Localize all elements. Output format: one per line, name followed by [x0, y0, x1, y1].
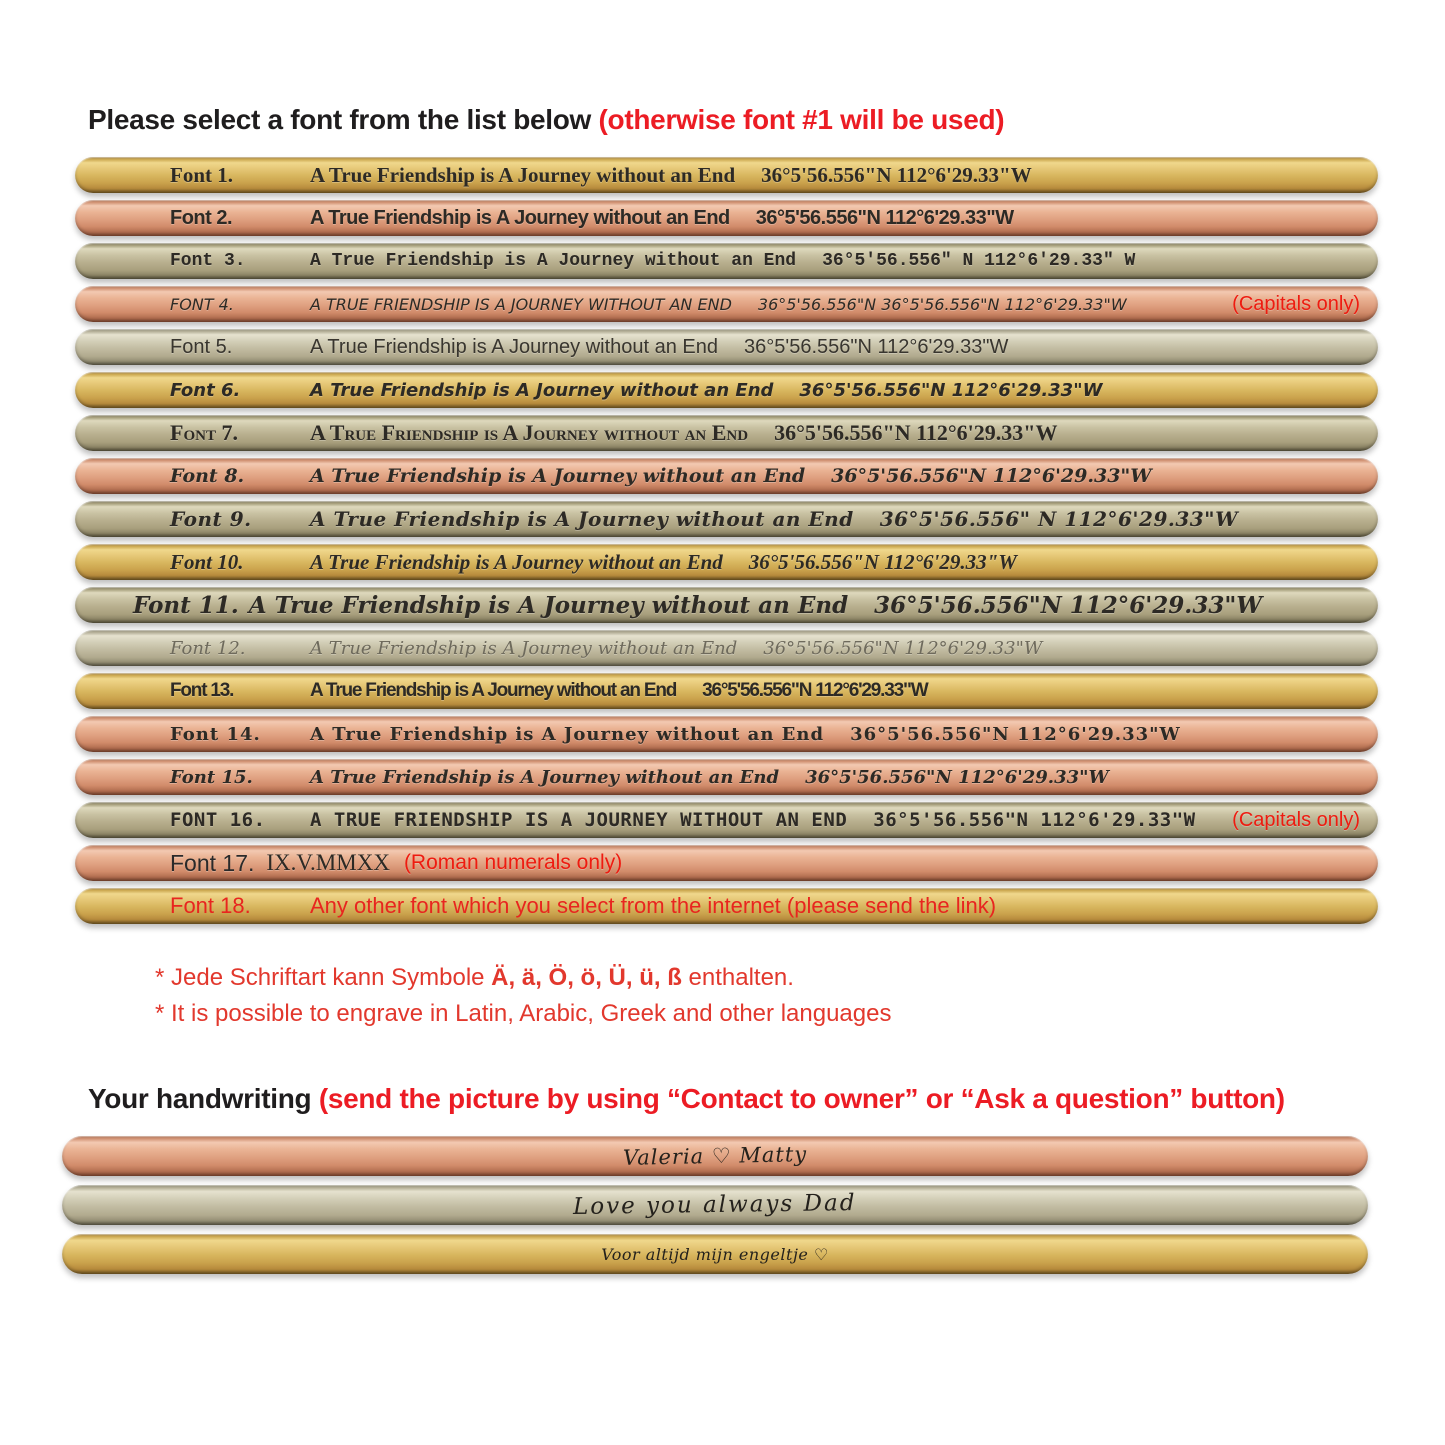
font-bar-2: [75, 200, 1378, 236]
font-sample: A True Friendship is A Journey without an End: [310, 162, 736, 187]
font-label: Font 1.: [170, 162, 233, 187]
font-bar-3: [75, 243, 1378, 279]
handwriting-text: Valeria ♡ Matty: [622, 1142, 808, 1170]
handwriting-title-black: Your handwriting: [88, 1083, 319, 1114]
handwriting-title-red: (send the picture by using “Contact to owner” or “Ask a question” button): [318, 1083, 1285, 1114]
font-sample: A True Friendship is A Journey without an End: [310, 251, 797, 271]
font-sample: A TRUE FRIENDSHIP IS A JOURNEY WITHOUT AN END: [310, 809, 848, 831]
note-german-suffix: enthalten.: [681, 964, 794, 991]
font-sample: A True Friendship is A Journey without an End: [310, 206, 730, 229]
font-sample: Any other font which you select from the internet (please send the link): [310, 893, 997, 918]
font-label: Font 18.: [170, 893, 251, 918]
font-sample: A True Friendship is A Journey without an End: [310, 420, 749, 445]
font-label: Font 15.: [170, 766, 253, 788]
font-bar-5: [75, 329, 1378, 365]
font-label: Font 8.: [170, 465, 245, 487]
handwriting-text: Voor altijd mijn engeltje ♡: [601, 1244, 829, 1264]
font-bar-12: [75, 630, 1378, 666]
font-coords: 36°5'56.556"N 112°6'29.33"W: [744, 335, 1009, 358]
handwriting-title: [88, 1083, 1285, 1115]
font-coords: 36°5'56.556"N 112°6'29.33"W: [873, 809, 1196, 831]
note-german-prefix: * Jede Schriftart kann Symbole: [155, 964, 492, 991]
font-bar-8: [75, 458, 1378, 494]
font-sample: A TRUE FRIENDSHIP IS A JOURNEY WITHOUT AN END: [310, 294, 732, 314]
font-coords: 36°5'56.556"N 112°6'29.33"W: [831, 465, 1152, 487]
font-bar-9: [75, 501, 1378, 537]
font-coords: 36°5'56.556"N 112°6'29.33"W: [805, 766, 1109, 788]
font-bar-16: [75, 802, 1378, 838]
handwriting-bar-1: [62, 1136, 1368, 1176]
font-bar-13: [75, 673, 1378, 709]
font-label: Font 3.: [170, 251, 246, 271]
font-coords: 36°5'56.556"N 112°6'29.33"W: [763, 637, 1043, 659]
font-coords: 36°5'56.556" N 112°6'29.33"W: [879, 507, 1239, 531]
font-sample: A True Friendship is A Journey without an End: [310, 680, 677, 701]
font-bar-18: [75, 888, 1378, 924]
font-bar-4: [75, 286, 1378, 322]
font-bar-14: [75, 716, 1378, 752]
font-label: Font 7.: [170, 420, 238, 445]
font-label: FONT 16.: [170, 809, 266, 831]
handwriting-text: Love you always Dad: [573, 1190, 857, 1220]
font-sample: A True Friendship is A Journey without an End: [310, 335, 719, 358]
page-title-black: Please select a font from the list below: [88, 104, 599, 135]
font-label: Font 17.: [170, 849, 255, 876]
font-sample: IX.V.MMXX: [266, 850, 390, 875]
font-coords: 36°5'56.556"N 112°6'29.33"W: [799, 379, 1103, 401]
font-sample: A True Friendship is A Journey without an End: [310, 766, 780, 788]
font-sample: A True Friendship is A Journey without an End: [310, 465, 806, 487]
note-english: * It is possible to engrave in Latin, Arabic, Greek and other languages: [155, 1000, 892, 1027]
font-roman-note: (Roman numerals only): [403, 851, 623, 874]
font-coords: 36°5'56.556"N 112°6'29.33"W: [755, 206, 1014, 229]
font-sample: A True Friendship is A Journey without an End: [310, 637, 738, 659]
font-label: Font 5.: [170, 335, 233, 358]
font-coords: 36°5'56.556"N 112°6'29.33"W: [774, 420, 1058, 445]
font-label: FONT 4.: [170, 294, 234, 314]
font-sample: A True Friendship is A Journey without an End: [248, 591, 849, 619]
font-coords: 36°5'56.556"N 112°6'29.33"W: [761, 162, 1032, 187]
font-label: Font 6.: [170, 379, 241, 401]
font-capitals-note: (Capitals only): [1232, 808, 1360, 831]
font-coords: 36°5'56.556"N 36°5'56.556"N 112°6'29.33"W: [757, 294, 1127, 314]
font-sample: A True Friendship is A Journey without an End: [310, 379, 774, 401]
font-bar-6: [75, 372, 1378, 408]
font-coords: 36°5'56.556"N 112°6'29.33"W: [874, 591, 1263, 619]
font-label: Font 11.: [133, 591, 239, 619]
font-bar-7: [75, 415, 1378, 451]
font-sample: A True Friendship is A Journey without an End: [310, 549, 723, 574]
handwriting-bar-list: [62, 1136, 1368, 1283]
font-bar-1: [75, 157, 1378, 193]
font-label: Font 13.: [170, 680, 234, 701]
footnotes: [155, 960, 891, 1032]
handwriting-bar-3: [62, 1234, 1368, 1274]
font-coords: 36°5'56.556" N 112°6'29.33" W: [822, 251, 1136, 271]
handwriting-bar-2: [62, 1185, 1368, 1225]
font-coords: 36°5'56.556"N 112°6'29.33"W: [850, 723, 1181, 745]
font-bar-17: [75, 845, 1378, 881]
font-bar-10: [75, 544, 1378, 580]
font-bar-list: [75, 157, 1378, 931]
font-bar-15: [75, 759, 1378, 795]
font-coords: 36°5'56.556"N 112°6'29.33"W: [702, 680, 928, 701]
font-label: Font 2.: [170, 206, 233, 229]
font-label: Font 10.: [170, 549, 244, 574]
font-sample: A True Friendship is A Journey without an End: [310, 507, 854, 531]
note-german: [155, 960, 891, 996]
font-capitals-note: (Capitals only): [1232, 292, 1360, 315]
page-title-red: (otherwise font #1 will be used): [598, 104, 1005, 135]
font-coords: 36°5'56.556"N 112°6'29.33"W: [748, 549, 1017, 574]
font-label: Font 9.: [170, 507, 252, 531]
note-german-symbols: Ä, ä, Ö, ö, Ü, ü, ß: [491, 964, 682, 991]
font-bar-11: [75, 587, 1378, 623]
font-sample: A True Friendship is A Journey without an End: [310, 723, 825, 745]
font-label: Font 12.: [170, 637, 246, 659]
font-label: Font 14.: [170, 723, 261, 745]
page-title: [88, 104, 1004, 136]
